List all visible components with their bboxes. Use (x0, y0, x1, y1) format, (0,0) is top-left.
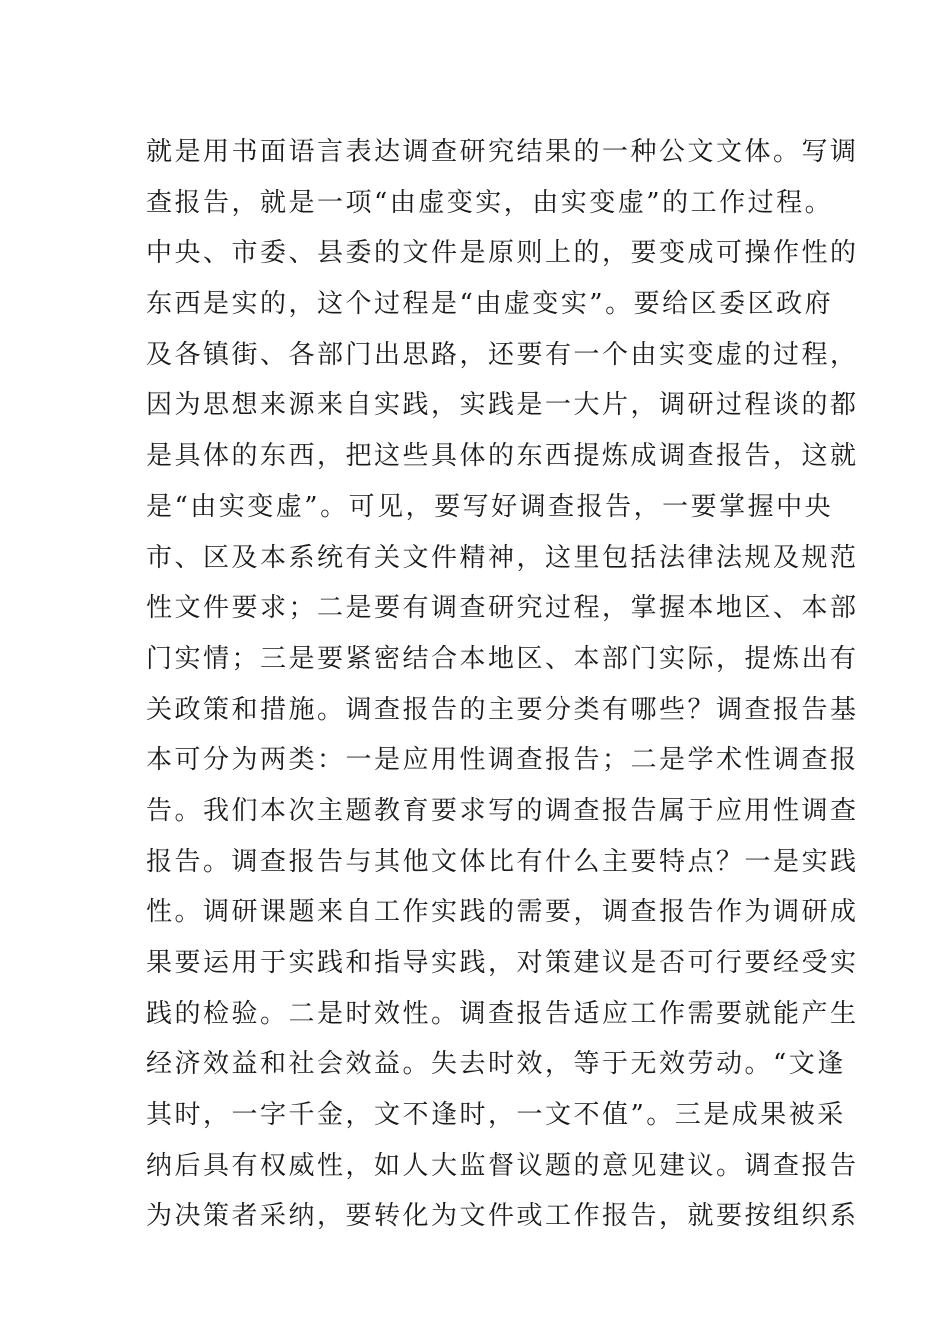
text-line: 因为思想来源来自实践，实践是一大片，调研过程谈的都 (146, 390, 859, 421)
text-line: 果要运用于实践和指导实践，对策建议是否可行要经受实 (146, 948, 859, 978)
text-line: 中央、市委、县委的文件是原则上的，要变成可操作性的 (146, 238, 859, 269)
text-line: 东西是实的，这个过程是“由虚变实”。要给区委区政府 (146, 289, 834, 320)
text-line: 性文件要求；二是要有调查研究过程，掌握本地区、本部 (146, 593, 859, 624)
text-line: 纳后具有权威性，如人大监督议题的意见建议。调查报告 (146, 1150, 859, 1181)
text-line: 性。调研课题来自工作实践的需要，调查报告作为调研成 (146, 897, 859, 928)
text-line: 门实情；三是要紧密结合本地区、本部门实际，提炼出有 (146, 643, 859, 674)
text-line: 告。我们本次主题教育要求写的调查报告属于应用性调查 (146, 795, 859, 826)
text-line: 是“由实变虚”。可见，要写好调查报告，一要掌握中央 (146, 491, 834, 522)
text-line: 为决策者采纳，要转化为文件或工作报告，就要按组织系 (146, 1201, 859, 1232)
body-text (146, 127, 859, 1242)
text-line: 本可分为两类：一是应用性调查报告；二是学术性调查报 (146, 745, 859, 776)
text-line: 践的检验。二是时效性。调查报告适应工作需要就能产生 (146, 998, 859, 1029)
text-line: 经济效益和社会效益。失去时效，等于无效劳动。“文逢 (146, 1049, 846, 1080)
text-line: 关政策和措施。调查报告的主要分类有哪些？调查报告基 (146, 694, 859, 725)
text-line: 查报告，就是一项“由虚变实，由实变虚”的工作过程。 (146, 187, 834, 218)
text-line: 是具体的东西，把这些具体的东西提炼成调查报告，这就 (146, 441, 859, 472)
text-line: 报告。调查报告与其他文体比有什么主要特点？一是实践 (146, 846, 859, 877)
text-line: 就是用书面语言表达调查研究结果的一种公文文体。写调 (146, 137, 859, 167)
text-line: 其时，一字千金，文不逢时，一文不值”。三是成果被采 (146, 1100, 846, 1131)
text-line: 市、区及本系统有关文件精神，这里包括法律法规及规范 (146, 542, 859, 573)
text-line: 及各镇街、各部门出思路，还要有一个由实变虚的过程， (146, 339, 859, 370)
